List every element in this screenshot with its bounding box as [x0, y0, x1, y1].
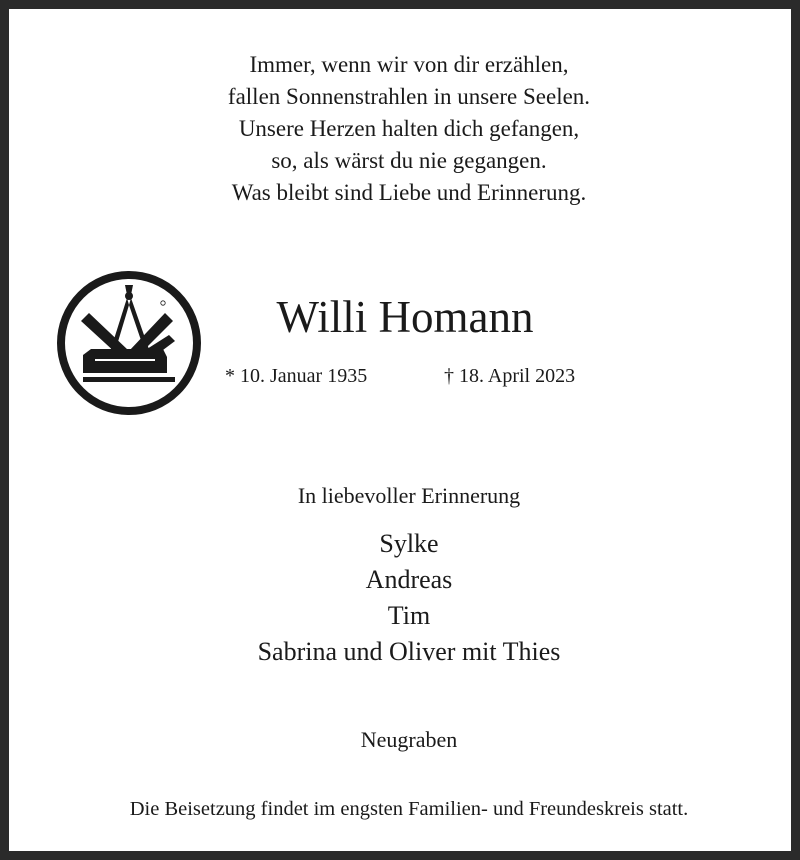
- poem-line: so, als wärst du nie gegangen.: [271, 148, 547, 173]
- poem-line: Immer, wenn wir von dir erzählen,: [249, 52, 569, 77]
- mourner-list: [9, 526, 800, 670]
- poem-line: Was bleibt sind Liebe und Erinnerung.: [231, 180, 587, 205]
- mourner-name: Tim: [387, 601, 431, 630]
- poem-line: Unsere Herzen halten dich gefangen,: [238, 116, 580, 141]
- mourner-name: Sabrina und Oliver mit Thies: [257, 637, 561, 666]
- poem-line: fallen Sonnenstrahlen in unsere Seelen.: [227, 84, 591, 109]
- mourner-name: Andreas: [365, 565, 453, 594]
- birth-date: * 10. Januar 1935: [225, 365, 368, 387]
- memory-intro: In liebevoller Erinnerung: [297, 483, 521, 508]
- death-date: † 18. April 2023: [444, 365, 576, 387]
- deceased-name: Willi Homann: [276, 292, 534, 342]
- carpenter-guild-emblem-icon: [55, 269, 203, 417]
- mourner-name: Sylke: [379, 529, 439, 558]
- place-name: Neugraben: [360, 727, 458, 752]
- memorial-poem: [9, 49, 800, 209]
- burial-notice: Die Beisetzung findet im engsten Familien- und Freundeskreis statt.: [129, 798, 689, 820]
